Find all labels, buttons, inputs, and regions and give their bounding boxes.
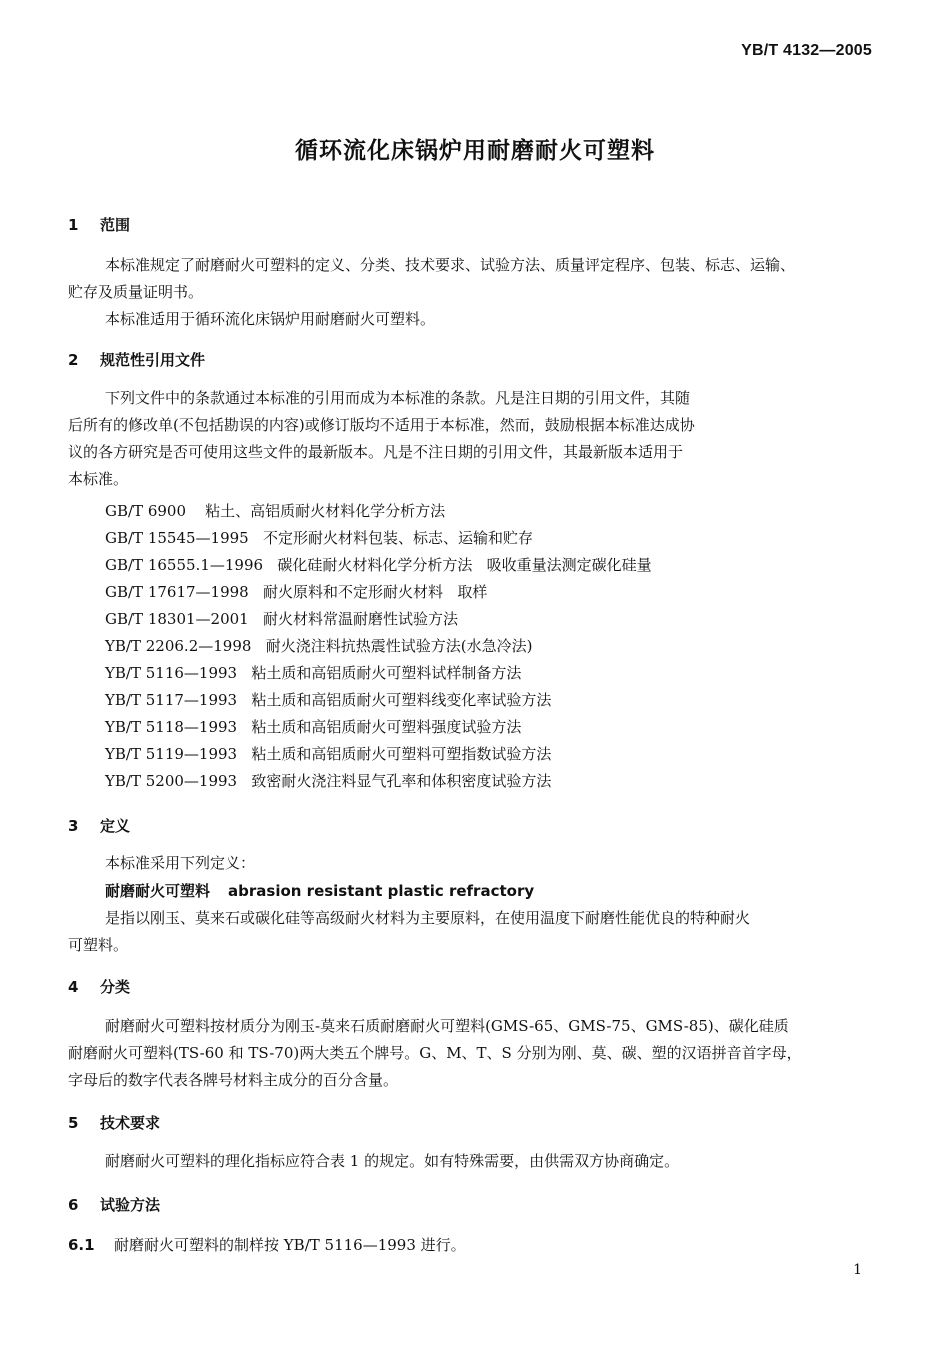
- reference-item: YB/T 5116—1993 粘土质和高铝质耐火可塑料试样制备方法: [105, 664, 522, 682]
- reference-item: GB/T 18301—2001 耐火材料常温耐磨性试验方法: [105, 610, 459, 628]
- definition-line-2: 可塑料。: [68, 936, 129, 954]
- section-number: 5: [68, 1114, 79, 1132]
- reference-item: GB/T 15545—1995 不定形耐火材料包装、标志、运输和贮存: [105, 529, 534, 547]
- section-2-paragraph-line-1: 下列文件中的条款通过本标准的引用而成为本标准的条款。凡是注日期的引用文件，其随: [105, 389, 691, 407]
- section-1-heading: [68, 214, 130, 235]
- document-title: 循环流化床锅炉用耐磨耐火可塑料: [295, 138, 655, 164]
- section-title: 定义: [100, 817, 131, 835]
- section-title: 试验方法: [100, 1196, 161, 1214]
- reference-item: YB/T 5117—1993 粘土质和高铝质耐火可塑料线变化率试验方法: [105, 691, 552, 709]
- clause-text: 耐磨耐火可塑料的制样按 YB/T 5116—1993 进行。: [114, 1236, 466, 1254]
- section-3-intro: 本标准采用下列定义：: [105, 854, 256, 872]
- clause-number: 6.1: [68, 1236, 95, 1254]
- term-english: abrasion resistant plastic refractory: [228, 882, 535, 900]
- term-entry: [105, 880, 534, 901]
- section-2-heading: [68, 349, 205, 370]
- section-2-paragraph-line-2: 后所有的修改单(不包括勘误的内容)或修订版均不适用于本标准，然而，鼓励根据本标准达成协: [68, 416, 695, 434]
- section-title: 技术要求: [100, 1114, 161, 1132]
- section-4-line-3: 字母后的数字代表各牌号材料主成分的百分含量。: [68, 1071, 399, 1089]
- section-5-paragraph: 耐磨耐火可塑料的理化指标应符合表 1 的规定。如有特殊需要，由供需双方协商确定。: [105, 1152, 680, 1170]
- section-title: 范围: [100, 216, 131, 234]
- reference-item: YB/T 5119—1993 粘土质和高铝质耐火可塑料可塑指数试验方法: [105, 745, 552, 763]
- section-2-paragraph-line-4: 本标准。: [68, 470, 129, 488]
- term-chinese: 耐磨耐火可塑料: [105, 882, 211, 900]
- section-4-line-1: 耐磨耐火可塑料按材质分为刚玉-莫来石质耐磨耐火可塑料(GMS-65、GMS-75、GMS-85)、碳化硅质: [105, 1017, 789, 1035]
- reference-item: YB/T 2206.2—1998 耐火浇注料抗热震性试验方法(水急冷法): [105, 637, 533, 655]
- standard-code: YB/T 4132—2005: [741, 42, 872, 59]
- section-title: 分类: [100, 978, 131, 996]
- section-number: 3: [68, 817, 79, 835]
- reference-item: YB/T 5118—1993 粘土质和高铝质耐火可塑料强度试验方法: [105, 718, 522, 736]
- reference-item: GB/T 6900 粘土、高铝质耐火材料化学分析方法: [105, 502, 446, 520]
- page-number: 1: [853, 1262, 862, 1278]
- section-4-heading: [68, 976, 130, 997]
- section-number: 1: [68, 216, 79, 234]
- section-4-line-2: 耐磨耐火可塑料(TS-60 和 TS-70)两大类五个牌号。G、M、T、S 分别为刚、莫、碳、塑的汉语拼音首字母，: [68, 1044, 802, 1062]
- definition-line-1: 是指以刚玉、莫来石或碳化硅等高级耐火材料为主要原料，在使用温度下耐磨性能优良的特种耐火: [105, 909, 751, 927]
- section-number: 2: [68, 351, 79, 369]
- section-3-heading: [68, 815, 130, 836]
- section-1-paragraph-1-line-2: 贮存及质量证明书。: [68, 283, 204, 301]
- section-5-heading: [68, 1112, 160, 1133]
- section-number: 4: [68, 978, 79, 996]
- section-1-paragraph-2: 本标准适用于循环流化床锅炉用耐磨耐火可塑料。: [105, 310, 436, 328]
- reference-item: GB/T 16555.1—1996 碳化硅耐火材料化学分析方法 吸收重量法测定碳化硅量: [105, 556, 652, 574]
- section-1-paragraph-1-line-1: 本标准规定了耐磨耐火可塑料的定义、分类、技术要求、试验方法、质量评定程序、包装、标志、运输、: [105, 256, 796, 274]
- section-2-paragraph-line-3: 议的各方研究是否可使用这些文件的最新版本。凡是不注日期的引用文件，其最新版本适用于: [68, 443, 684, 461]
- reference-item: GB/T 17617—1998 耐火原料和不定形耐火材料 取样: [105, 583, 488, 601]
- section-number: 6: [68, 1196, 79, 1214]
- section-6-heading: [68, 1194, 160, 1215]
- clause-6-1: [68, 1234, 466, 1255]
- section-title: 规范性引用文件: [100, 351, 206, 369]
- reference-item: YB/T 5200—1993 致密耐火浇注料显气孔率和体积密度试验方法: [105, 772, 552, 790]
